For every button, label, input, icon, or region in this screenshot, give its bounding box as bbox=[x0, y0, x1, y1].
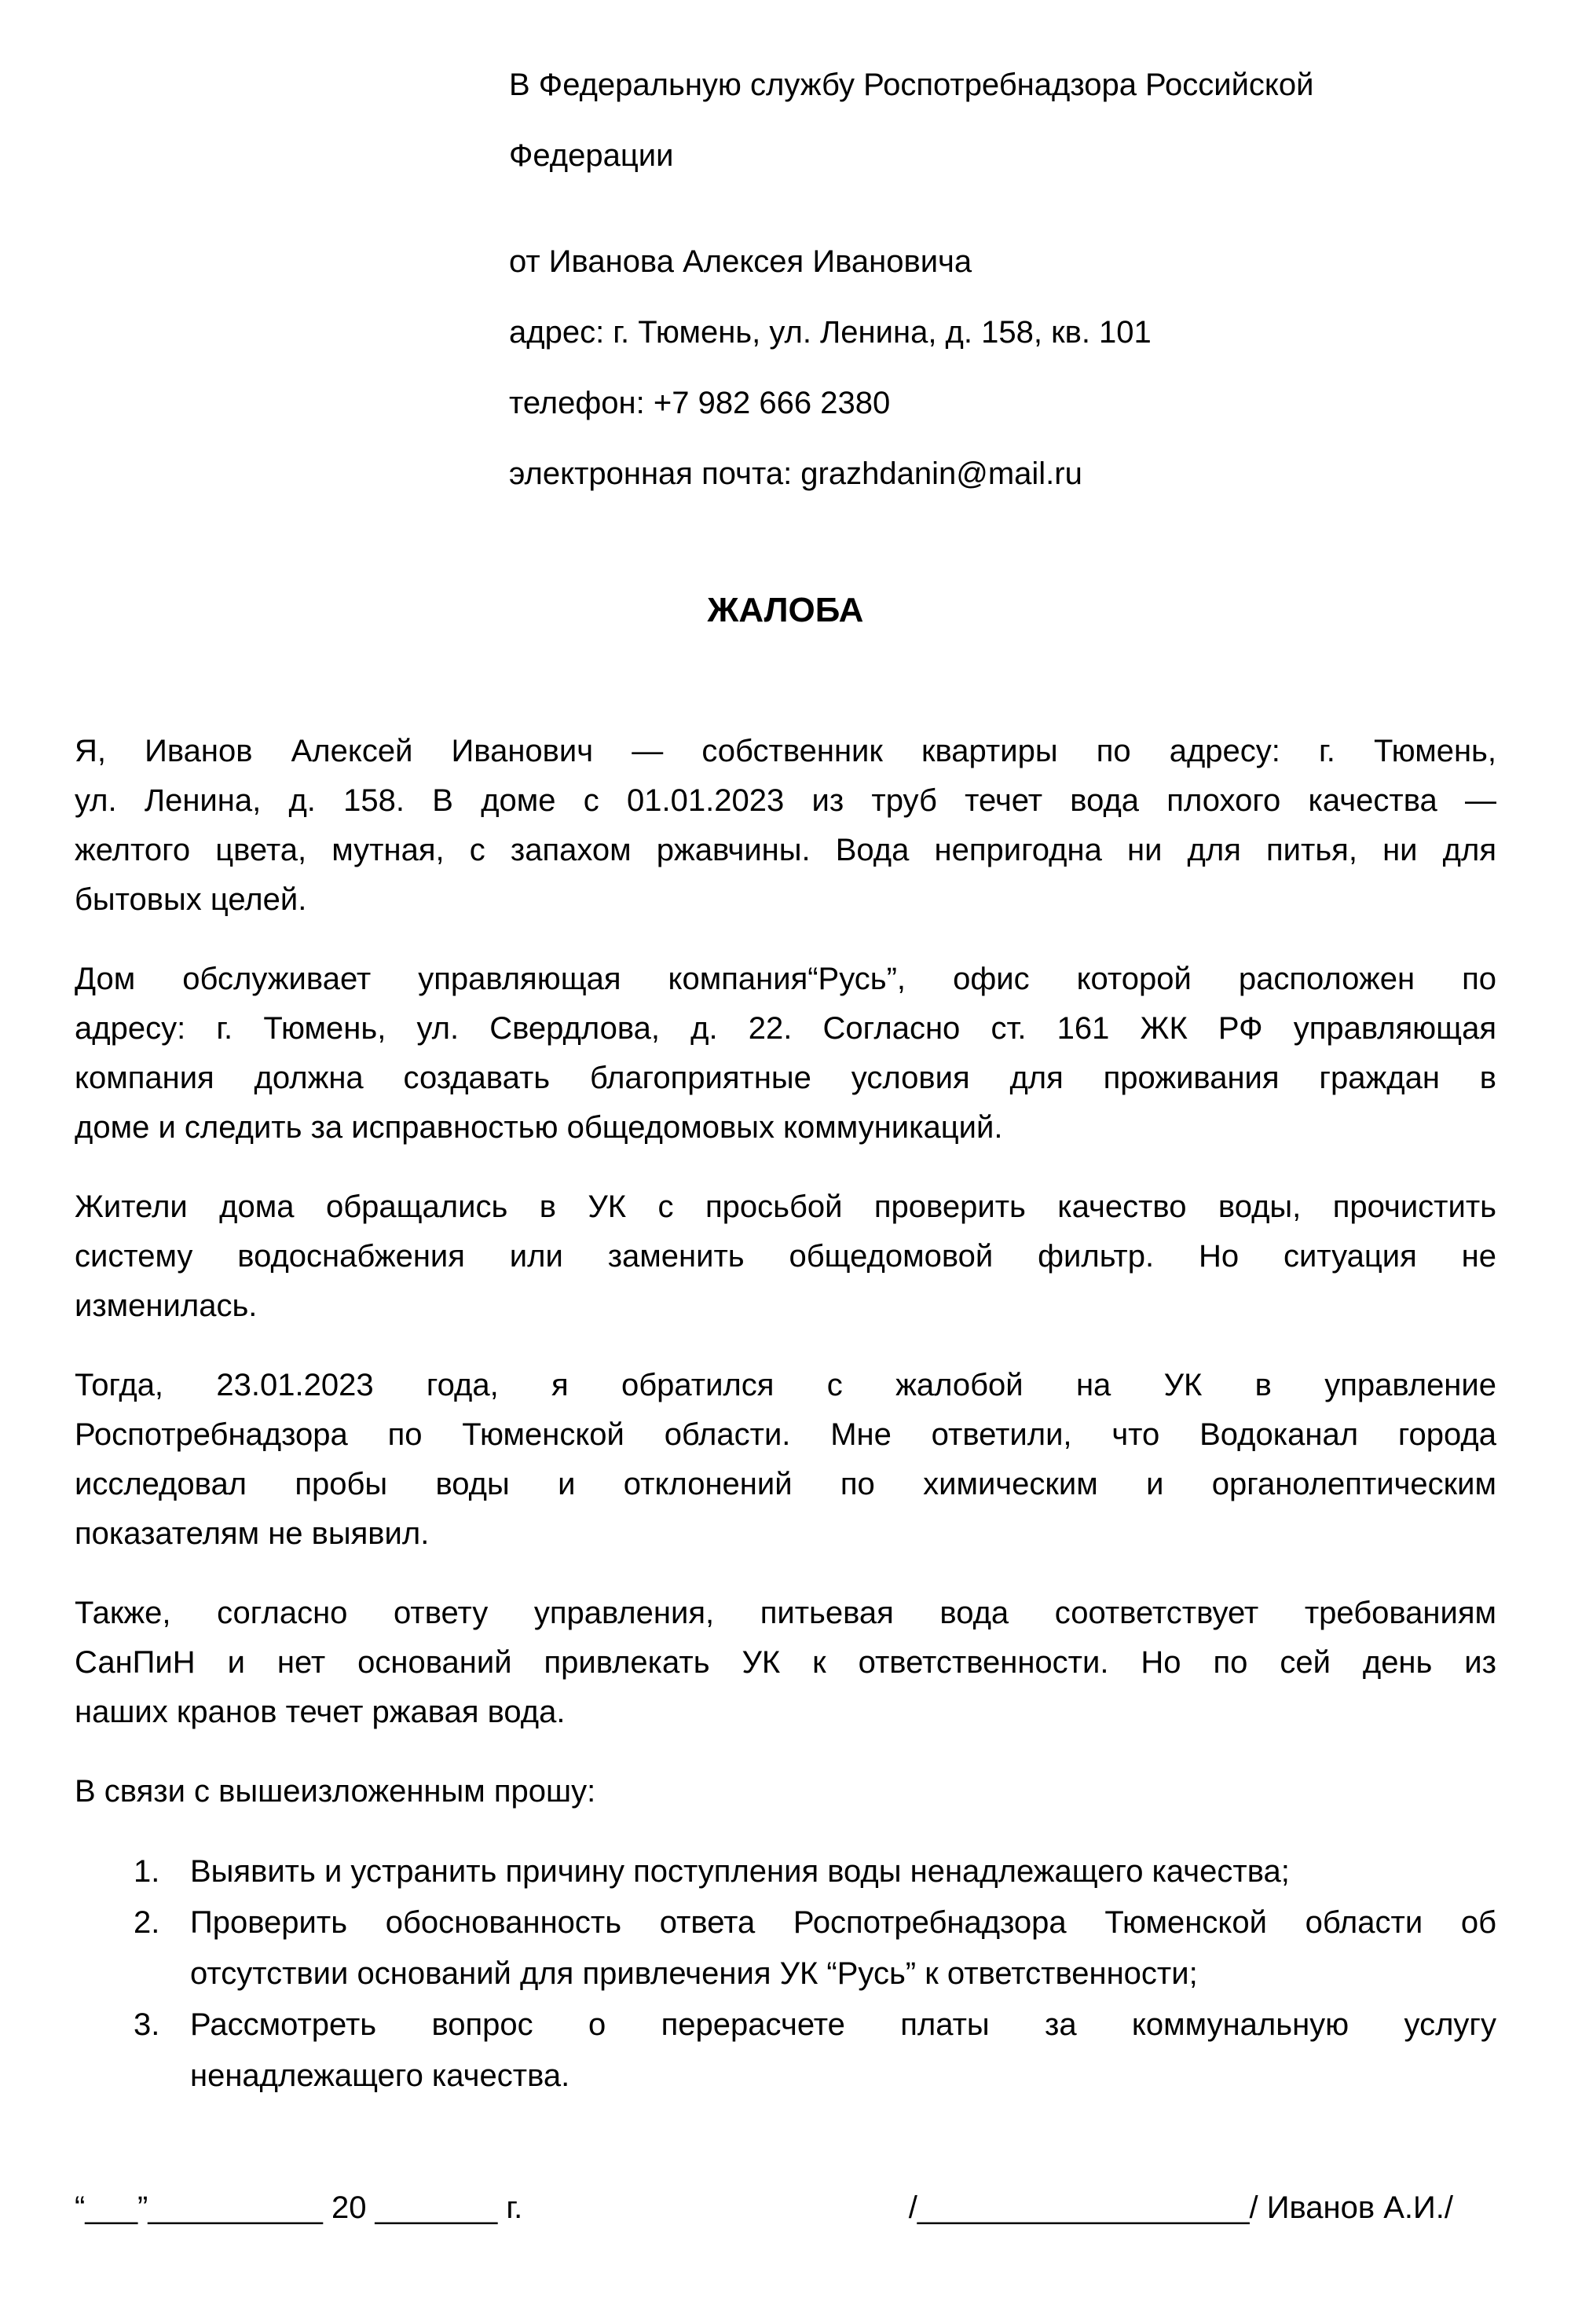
list-item-number: 2. bbox=[134, 1905, 160, 1940]
text-line: Рассмотреть вопрос о перерасчете платы за коммунальную услугу bbox=[190, 2007, 1496, 2042]
text-line: бытовых целей. bbox=[75, 882, 307, 917]
list-item bbox=[75, 1846, 1496, 1897]
list-item-text bbox=[190, 2000, 1496, 2102]
text-line: систему водоснабжения или заменить общедомовой фильтр. Но ситуация не bbox=[75, 1239, 1496, 1274]
text-line: Тогда, 23.01.2023 года, я обратился с жалобой на УК в управление bbox=[75, 1368, 1496, 1402]
sender-address-line: адрес: г. Тюмень, ул. Ленина, д. 158, кв. 101 bbox=[509, 315, 1152, 350]
list-item bbox=[75, 1897, 1496, 2000]
text-line: Выявить и устранить причину поступления воды ненадлежащего качества; bbox=[190, 1854, 1290, 1889]
paragraph-residents-requests bbox=[75, 1182, 1496, 1331]
recipient-line-1: В Федеральную службу Роспотребнадзора Российской bbox=[509, 68, 1314, 102]
text-line: изменилась. bbox=[75, 1288, 258, 1323]
list-item bbox=[75, 2000, 1496, 2102]
list-item-number: 1. bbox=[134, 1854, 160, 1889]
list-item-number: 3. bbox=[134, 2007, 160, 2042]
paragraph-management-company bbox=[75, 955, 1496, 1153]
sender-phone-line: телефон: +7 982 666 2380 bbox=[509, 386, 891, 420]
list-item-text bbox=[190, 1846, 1496, 1897]
date-blank-line: “___”__________ 20 _______ г. bbox=[75, 2190, 523, 2225]
text-line: доме и следить за исправностью общедомовых коммуникаций. bbox=[75, 1110, 1003, 1145]
recipient-sender-block bbox=[509, 49, 1496, 509]
text-line: показателям не выявил. bbox=[75, 1516, 430, 1551]
list-item-text bbox=[190, 1897, 1496, 2000]
text-line: Также, согласно ответу управления, питьевая вода соответствует требованиям bbox=[75, 1596, 1496, 1630]
sender-email-line: электронная почта: grazhdanin@mail.ru bbox=[509, 456, 1082, 491]
paragraph-intro bbox=[75, 727, 1496, 925]
text-line: СанПиН и нет оснований привлекать УК к ответственности. Но по сей день из bbox=[75, 1645, 1496, 1680]
text-line: отсутствии оснований для привлечения УК “Русь” к ответственности; bbox=[190, 1956, 1198, 1991]
text-line: Роспотребнадзора по Тюменской области. Мне ответили, что Водоканал города bbox=[75, 1417, 1496, 1452]
recipient-line-2: Федерации bbox=[509, 138, 674, 173]
text-line: Жители дома обращались в УК с просьбой проверить качество воды, прочистить bbox=[75, 1189, 1496, 1224]
text-line: Я, Иванов Алексей Иванович — собственник квартиры по адресу: г. Тюмень, bbox=[75, 734, 1496, 768]
document-title: ЖАЛОБА bbox=[707, 591, 864, 629]
text-line: желтого цвета, мутная, с запахом ржавчины. Вода непригодна ни для питья, ни для bbox=[75, 833, 1496, 867]
sender-name-line: от Иванова Алексея Ивановича bbox=[509, 244, 972, 279]
paragraph-sanpin-response bbox=[75, 1589, 1496, 1737]
text-line: компания должна создавать благоприятные условия для проживания граждан в bbox=[75, 1061, 1496, 1095]
text-line: адресу: г. Тюмень, ул. Свердлова, д. 22. Согласно ст. 161 ЖК РФ управляющая bbox=[75, 1011, 1496, 1046]
signature-blank-line: /___________________/ Иванов А.И./ bbox=[908, 2190, 1453, 2225]
text-line: наших кранов течет ржавая вода. bbox=[75, 1695, 566, 1729]
request-list bbox=[75, 1846, 1496, 2102]
text-line: ул. Ленина, д. 158. В доме с 01.01.2023 из труб течет вода плохого качества — bbox=[75, 783, 1496, 818]
text-line: ненадлежащего качества. bbox=[190, 2058, 570, 2093]
text-line: В связи с вышеизложенным прошу: bbox=[75, 1774, 596, 1809]
paragraph-previous-complaint bbox=[75, 1361, 1496, 1559]
text-line: Дом обслуживает управляющая компания“Русь”, офис которой расположен по bbox=[75, 962, 1496, 996]
signature-footer bbox=[75, 2183, 1496, 2232]
paragraph-request-lead-in bbox=[75, 1767, 1496, 1816]
text-line: Проверить обоснованность ответа Роспотребнадзора Тюменской области об bbox=[190, 1905, 1496, 1940]
text-line: исследовал пробы воды и отклонений по химическим и органолептическим bbox=[75, 1467, 1496, 1501]
